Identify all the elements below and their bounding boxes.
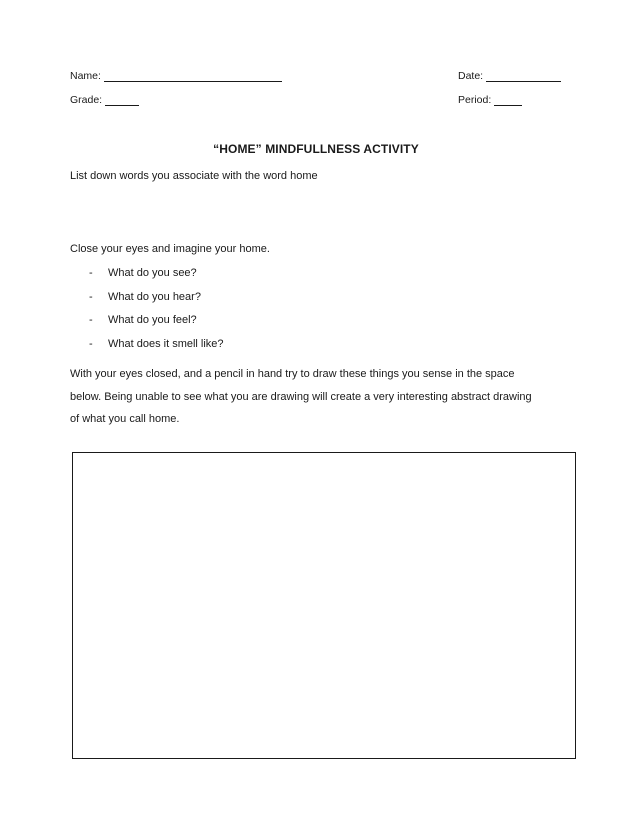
list-item [70,286,224,310]
list-item [70,309,224,333]
question-text: What do you hear? [108,290,201,303]
imagine-prompt: Close your eyes and imagine your home. [70,243,270,255]
words-prompt: List down words you associate with the word home [70,170,318,182]
date-blank[interactable] [486,70,561,82]
drawing-instructions [70,363,532,431]
period-blank[interactable] [494,94,522,106]
list-item [70,262,224,286]
list-item [70,333,224,357]
grade-label: Grade: [70,94,103,106]
list-bullet: - [89,267,93,279]
date-field[interactable] [458,70,561,82]
period-label: Period: [458,94,492,106]
date-label: Date: [458,70,484,82]
drawing-box[interactable] [72,452,576,759]
name-blank[interactable] [104,70,282,82]
instructions-line: With your eyes closed, and a pencil in hand try to draw these things you sense in the space [70,368,515,380]
question-text: What does it smell like? [108,337,224,350]
question-list [70,262,224,356]
question-text: What do you feel? [108,314,197,326]
list-bullet: - [89,314,93,326]
page-title: “HOME” MINDFULLNESS ACTIVITY [213,142,419,156]
grade-field[interactable] [70,94,139,106]
question-text: What do you see? [108,267,197,279]
instructions-line: below. Being unable to see what you are drawing will create a very interesting abstract drawing [70,390,532,403]
name-label: Name: [70,70,101,82]
list-bullet: - [89,337,93,350]
instructions-line: of what you call home. [70,413,180,425]
period-field[interactable] [458,94,522,106]
name-field[interactable] [70,70,282,82]
list-bullet: - [89,290,93,303]
grade-blank[interactable] [105,94,139,106]
